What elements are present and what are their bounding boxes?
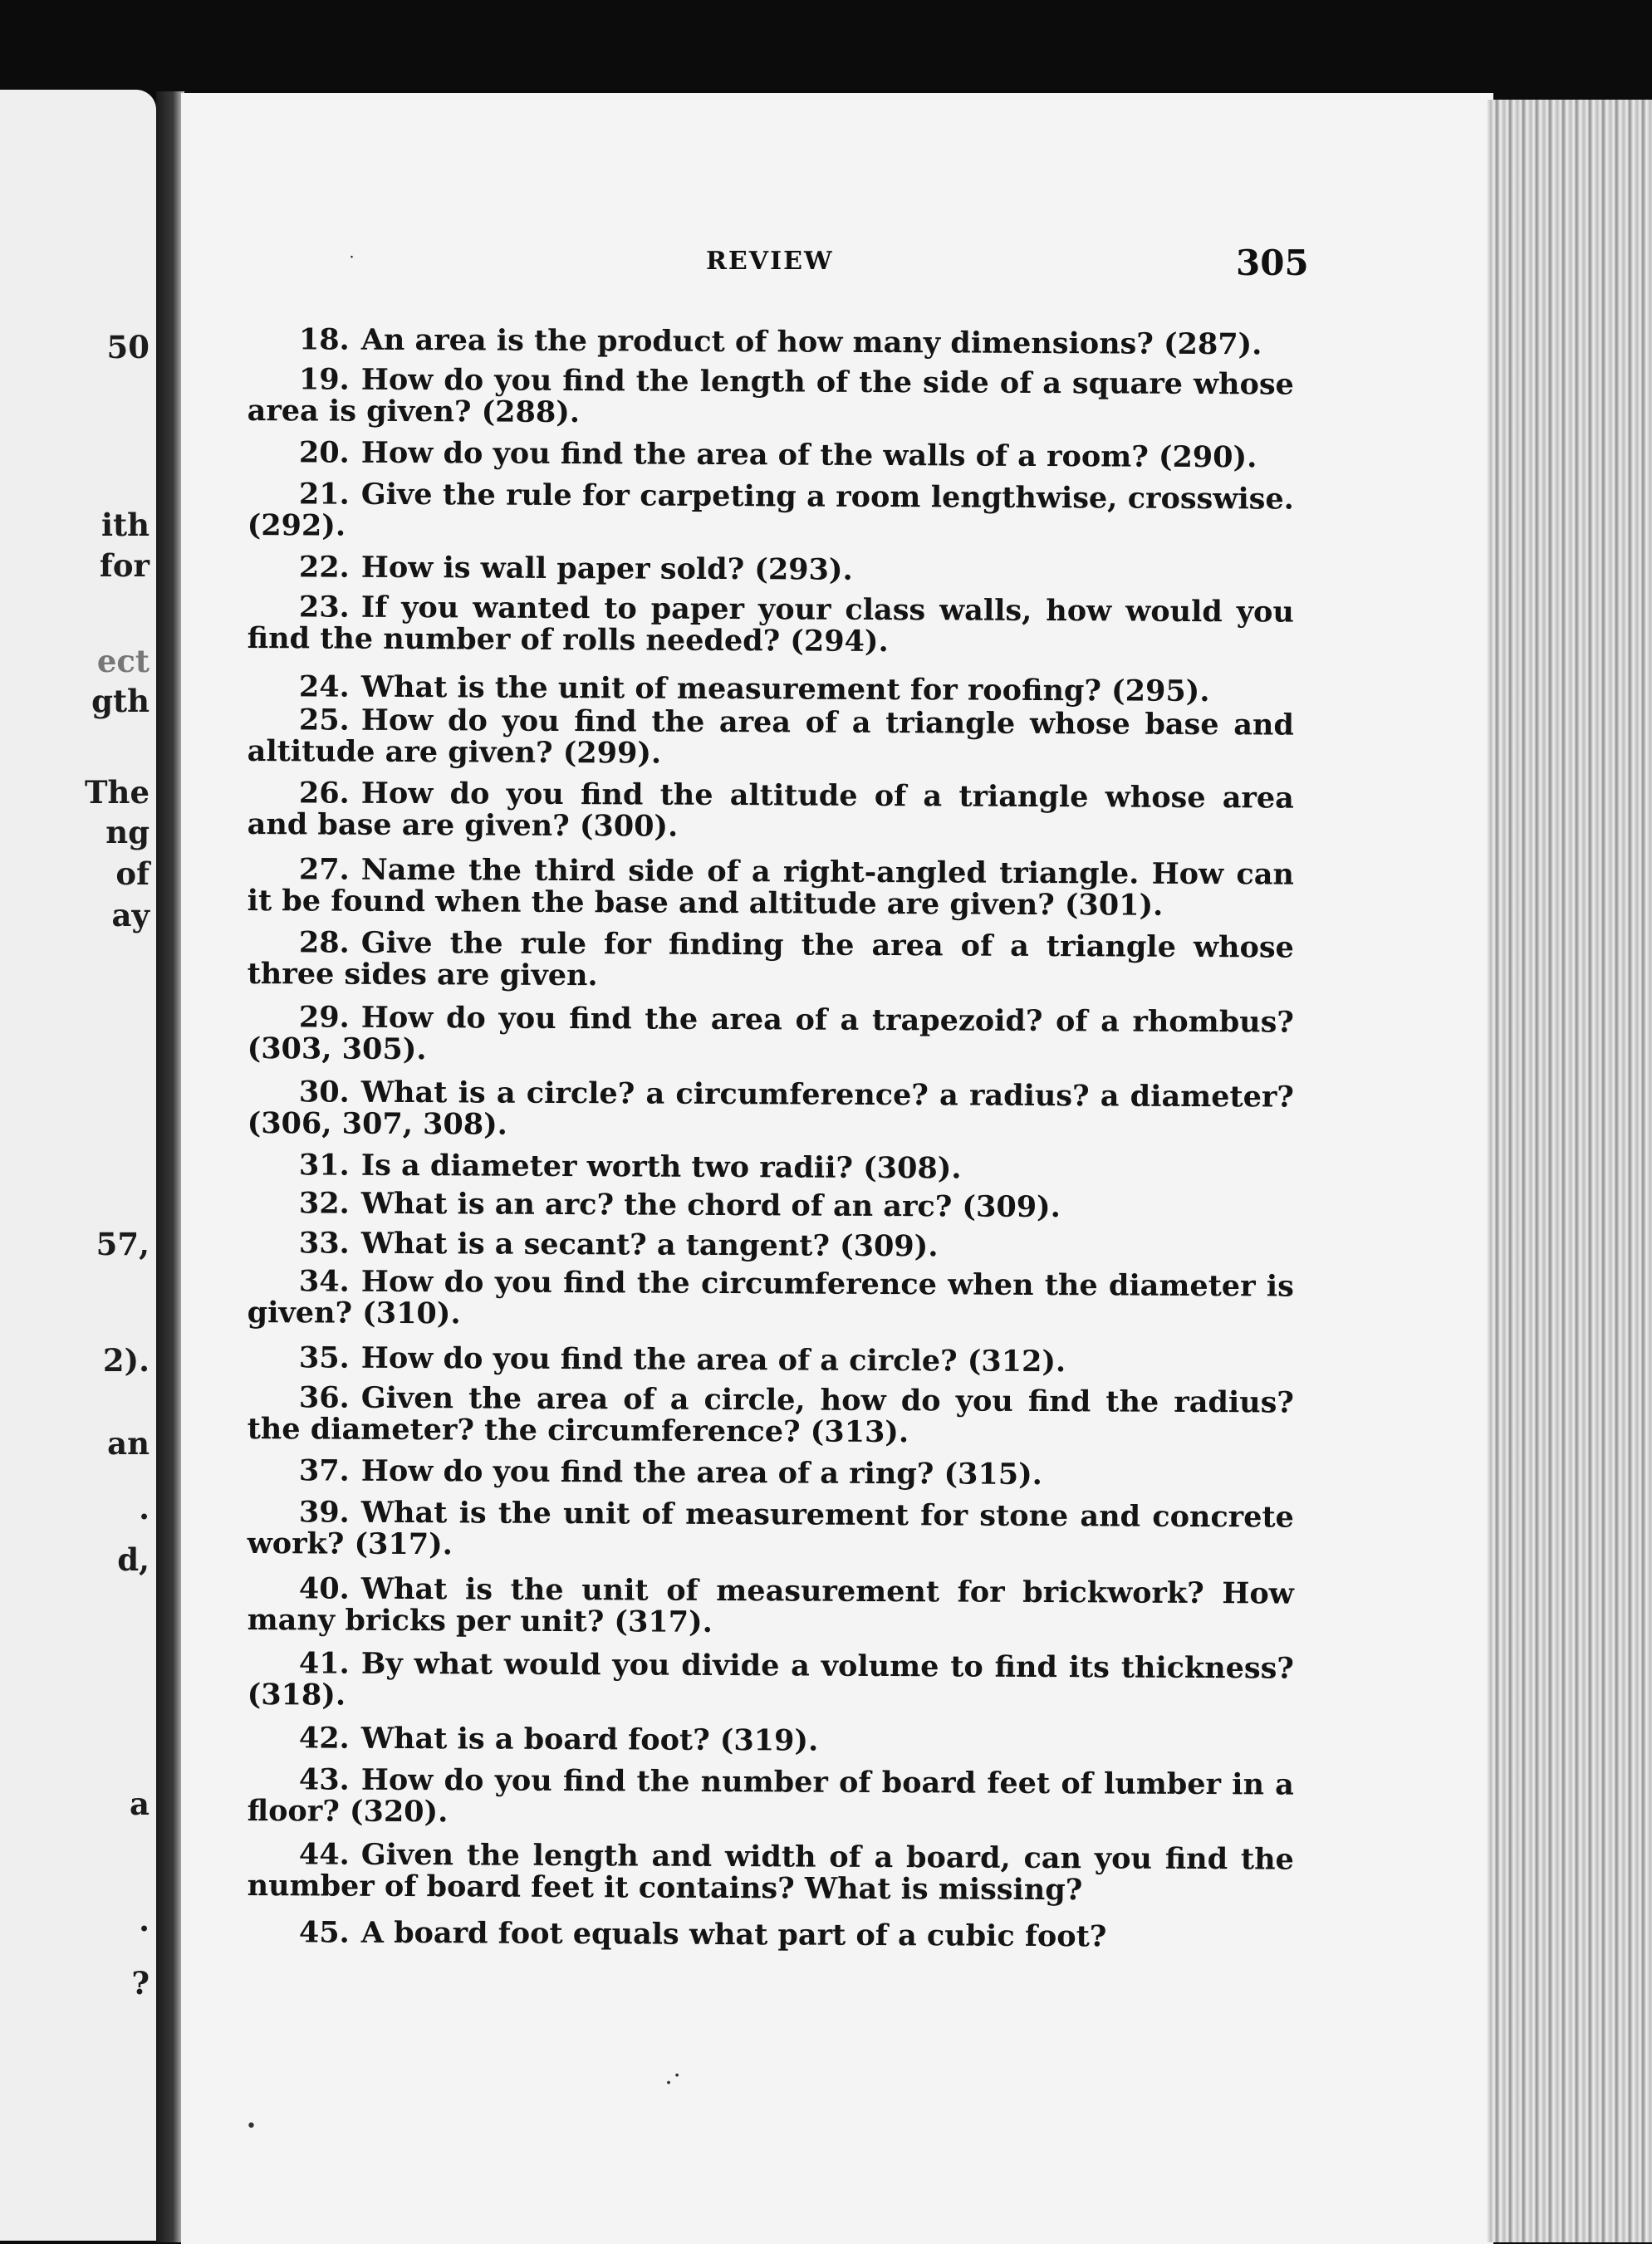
question-number: 43. xyxy=(298,1762,350,1797)
question-item xyxy=(248,324,1294,361)
question-item xyxy=(248,704,1294,773)
left-page-fragment: ? xyxy=(131,1965,150,2001)
question-text: How do you find the number of board feet of lumber in a floor? (320). xyxy=(247,1762,1294,1830)
question-item xyxy=(248,364,1294,433)
question-text: Name the third side of a right-angled triangle. How can it be found when the base and altitude are given? (301). xyxy=(247,852,1294,923)
left-page-fragment: d, xyxy=(117,1541,150,1578)
stray-mark: ˙ xyxy=(347,254,356,275)
question-item xyxy=(248,1002,1294,1071)
question-item xyxy=(248,1497,1294,1565)
question-text: How is wall paper sold? (293). xyxy=(360,550,853,587)
question-number: 45. xyxy=(298,1915,350,1950)
question-text: Give the rule for finding the area of a triangle whose three sides are given. xyxy=(247,925,1294,993)
question-item xyxy=(248,591,1294,660)
question-item xyxy=(248,1188,1294,1225)
question-number: 41. xyxy=(298,1646,350,1681)
question-number: 40. xyxy=(298,1571,350,1606)
question-text: What is a board foot? (319). xyxy=(360,1721,819,1758)
question-item xyxy=(248,1382,1294,1451)
question-item xyxy=(248,1266,1294,1335)
question-item xyxy=(248,1342,1294,1379)
left-page-fragment: The xyxy=(85,774,150,811)
question-item xyxy=(248,1917,1294,1954)
question-item xyxy=(248,478,1294,547)
left-page-fragment: an xyxy=(107,1425,150,1462)
question-item xyxy=(248,1764,1294,1833)
left-facing-page xyxy=(0,90,156,2241)
question-item xyxy=(248,437,1294,474)
question-item xyxy=(248,854,1294,923)
question-number: 31. xyxy=(298,1148,350,1183)
question-text: Given the length and width of a board, can you find the number of board feet it contains? What is missing? xyxy=(247,1837,1294,1908)
left-page-fragment: 50 xyxy=(106,329,150,365)
question-text: How do you find the area of a triangle whose base and altitude are given? (299). xyxy=(247,703,1294,771)
question-text: Give the rule for carpeting a room lengthwise, crosswise. (292). xyxy=(247,477,1294,543)
question-item xyxy=(248,777,1294,846)
question-number: 22. xyxy=(298,550,350,585)
page-stack-edge xyxy=(1487,100,1652,2242)
question-text: Given the area of a circle, how do you find the radius? the diameter? the circumference? (313). xyxy=(247,1380,1294,1450)
left-page-fragment: ng xyxy=(105,814,150,850)
question-item xyxy=(248,551,1294,589)
question-item xyxy=(248,1076,1294,1145)
left-page-fragment: ith xyxy=(100,507,150,543)
left-page-fragment: 57, xyxy=(96,1226,150,1262)
question-item xyxy=(248,1573,1294,1642)
stray-mark: • xyxy=(246,2116,257,2137)
question-number: 36. xyxy=(298,1380,350,1415)
question-number: 39. xyxy=(298,1495,350,1530)
question-number: 18. xyxy=(298,322,350,357)
running-header: REVIEW xyxy=(706,247,834,276)
question-text: What is the unit of measurement for roofing? (295). xyxy=(360,669,1210,709)
question-text: How do you find the area of a ring? (315). xyxy=(360,1453,1042,1492)
stray-mark: ․⋅ xyxy=(664,2061,682,2090)
left-page-fragment: for xyxy=(99,547,150,584)
question-text: What is the unit of measurement for brickwork? How many bricks per unit? (317). xyxy=(247,1571,1294,1639)
question-number: 44. xyxy=(298,1837,350,1872)
left-page-fragment: ect xyxy=(96,643,150,679)
question-item xyxy=(248,927,1294,996)
question-number: 33. xyxy=(298,1226,350,1261)
question-text: What is the unit of measurement for stone and concrete work? (317). xyxy=(247,1495,1294,1562)
question-number: 37. xyxy=(298,1453,350,1488)
question-item xyxy=(248,1455,1294,1492)
question-number: 27. xyxy=(298,852,350,887)
left-page-fragment: gth xyxy=(91,683,150,719)
question-number: 20. xyxy=(298,435,350,470)
question-number: 19. xyxy=(298,362,350,397)
left-page-fragment: . xyxy=(139,1902,150,1938)
question-item xyxy=(248,1722,1294,1760)
left-page-fragment: 2). xyxy=(102,1342,150,1379)
question-text: If you wanted to paper your class walls, how would you find the number of rolls needed? (294). xyxy=(247,590,1294,659)
question-text: How do you find the length of the side of a square whose area is given? (288). xyxy=(247,362,1294,430)
question-number: 26. xyxy=(298,776,350,811)
question-text: How do you find the circumference when the diameter is given? (310). xyxy=(247,1264,1294,1331)
question-number: 42. xyxy=(298,1721,350,1756)
question-text: A board foot equals what part of a cubic foot? xyxy=(360,1915,1107,1954)
question-number: 23. xyxy=(298,590,350,625)
question-item xyxy=(248,1227,1294,1265)
question-item xyxy=(248,1648,1294,1717)
question-number: 21. xyxy=(298,477,350,512)
left-page-fragment: of xyxy=(115,855,150,892)
question-text: What is an arc? the chord of an arc? (309). xyxy=(360,1186,1061,1225)
question-item xyxy=(248,1149,1294,1187)
question-text: By what would you divide a volume to find its thickness? (318). xyxy=(247,1646,1294,1712)
question-item xyxy=(248,1839,1294,1908)
page-number: 305 xyxy=(1236,243,1309,283)
question-text: An area is the product of how many dimensions? (287). xyxy=(360,322,1262,362)
question-number: 28. xyxy=(298,925,350,960)
question-text: What is a circle? a circumference? a radius? a diameter? (306, 307, 308). xyxy=(247,1075,1294,1142)
question-number: 32. xyxy=(298,1186,350,1221)
question-number: 24. xyxy=(298,669,350,704)
question-text: How do you find the altitude of a triangle whose area and base are given? (300). xyxy=(247,776,1294,844)
question-text: How do you find the area of a trapezoid? of a rhombus? (303, 305). xyxy=(247,1000,1294,1067)
left-page-fragment: a xyxy=(130,1786,150,1822)
question-text: What is a secant? a tangent? (309). xyxy=(360,1226,939,1264)
book-gutter xyxy=(156,91,184,2242)
question-number: 30. xyxy=(298,1075,350,1110)
left-page-fragment: . xyxy=(139,1490,150,1526)
question-text: Is a diameter worth two radii? (308). xyxy=(360,1148,962,1186)
left-page-fragment: ay xyxy=(111,897,150,933)
question-text: How do you find the area of a circle? (312). xyxy=(360,1340,1066,1379)
question-item xyxy=(248,671,1294,708)
question-number: 35. xyxy=(298,1340,350,1375)
question-number: 29. xyxy=(298,1000,350,1035)
question-number: 25. xyxy=(298,703,350,737)
question-number: 34. xyxy=(298,1264,350,1299)
question-text: How do you find the area of the walls of a room? (290). xyxy=(360,435,1257,475)
